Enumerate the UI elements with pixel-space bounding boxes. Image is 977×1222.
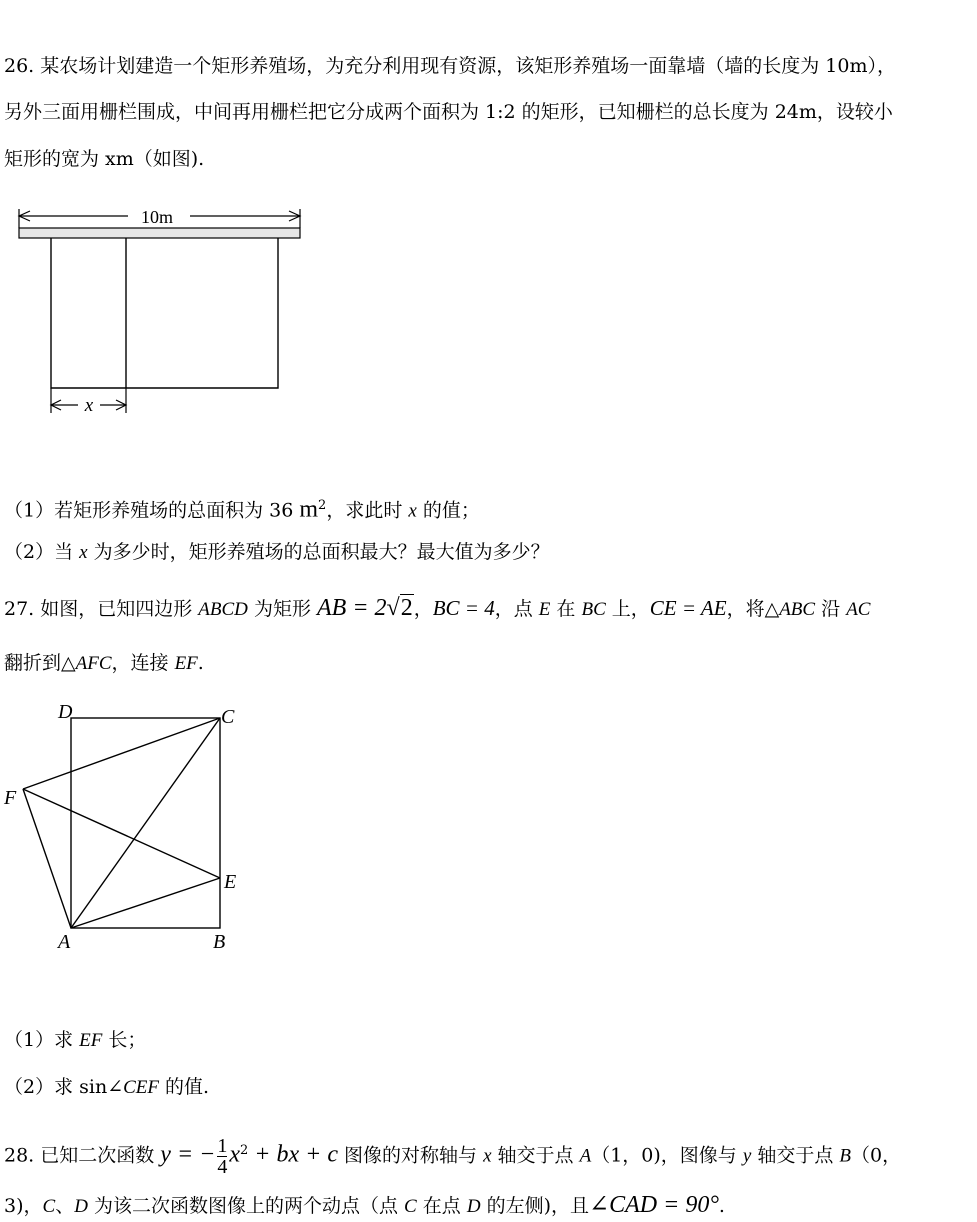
q26-sub-1: （1）若矩形养殖场的总面积为 36 $m^2$，求此时 x 的值； bbox=[4, 496, 480, 523]
q28-line-1: 28. 已知二次函数 y = − $\frac{1}{4}$ $x^2$ + bx + c 图像的对称轴与 x 轴交于点 A（1，0)，图像与 y 轴交于点 B（0， bbox=[4, 1134, 902, 1178]
wall bbox=[19, 228, 300, 238]
label-a: A bbox=[58, 931, 71, 953]
q27-line-2: 翻折到△AFC，连接 EF. bbox=[4, 652, 204, 674]
wall-label: 10m bbox=[140, 207, 174, 227]
label-f: F bbox=[4, 787, 17, 809]
q26-line-3: 矩形的宽为 xm（如图). bbox=[4, 148, 205, 170]
q27-line-1: 27. 如图，已知四边形 ABCD 为矩形 AB = 2√2，BC = 4，点 E 在 BC 上，CE = AE，将△ABC 沿 AC bbox=[4, 595, 871, 621]
q26-sub-2: （2）当 x 为多少时，矩形养殖场的总面积最大？最大值为多少？ bbox=[4, 541, 550, 563]
label-d: D bbox=[58, 701, 73, 723]
q26-line-2: 另外三面用栅栏围成，中间再用栅栏把它分成两个面积为 1:2 的矩形，已知栅栏的总长度为 24m，设较小 bbox=[4, 101, 893, 123]
label-e: E bbox=[224, 871, 237, 893]
q27-sub-1: （1）求 EF 长； bbox=[4, 1029, 147, 1051]
width-label: x bbox=[84, 395, 94, 416]
fraction-one-quarter: $\frac{1}{4}$ bbox=[217, 1134, 228, 1178]
q26-line-1: 26. 某农场计划建造一个矩形养殖场，为充分利用现有资源，该矩形养殖场一面靠墙（墙的长度为 10m）， bbox=[4, 55, 896, 77]
q27-figure bbox=[0, 695, 260, 960]
label-c: C bbox=[221, 706, 235, 728]
q26-figure bbox=[0, 195, 320, 425]
label-b: B bbox=[213, 931, 226, 953]
q28-line-2: 3)，C、D 为该二次函数图像上的两个动点（点 C 在点 D 的左侧)，且∠CAD = 90°. bbox=[4, 1192, 725, 1218]
q27-sub-2: （2）求 sin∠CEF 的值. bbox=[4, 1076, 210, 1098]
